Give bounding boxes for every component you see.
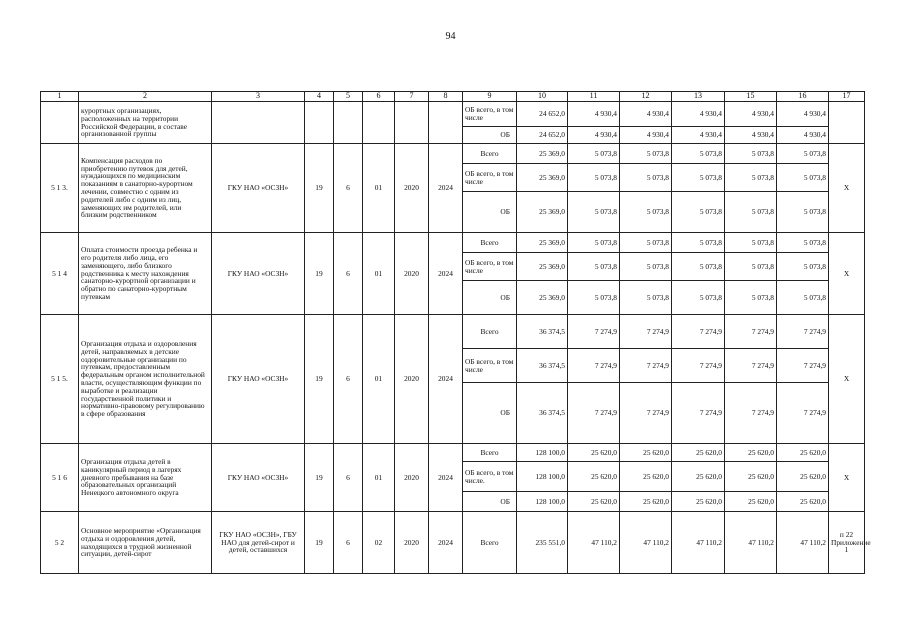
value-cell: 5 073,8 <box>620 233 672 253</box>
value-cell: 7 274,9 <box>672 315 725 349</box>
code-cell: 19 <box>305 444 334 512</box>
funding-source-label: Всего <box>463 444 517 462</box>
value-cell: 25 620,0 <box>672 444 725 462</box>
value-cell: 36 374,5 <box>517 383 568 444</box>
funding-source-label: ОБ <box>463 492 517 512</box>
end-year: 2024 <box>429 512 463 574</box>
value-cell: 5 073,8 <box>620 164 672 192</box>
value-cell: 25 369,0 <box>517 253 568 281</box>
value-cell: 5 073,8 <box>568 192 620 233</box>
value-cell: 5 073,8 <box>777 233 829 253</box>
value-cell: 7 274,9 <box>725 383 777 444</box>
code-cell: 01 <box>363 144 395 233</box>
col-header: 7 <box>395 92 429 102</box>
value-cell: 5 073,8 <box>568 281 620 315</box>
value-cell: 5 073,8 <box>725 144 777 164</box>
funding-source-label: Всего <box>463 233 517 253</box>
value-cell: 5 073,8 <box>672 164 725 192</box>
value-cell: 7 274,9 <box>620 349 672 383</box>
value-cell: 5 073,8 <box>777 192 829 233</box>
note-cell: Х <box>829 233 865 315</box>
row-number: 5 1 3. <box>41 144 79 233</box>
start-year: 2020 <box>395 315 429 444</box>
value-cell: 7 274,9 <box>777 315 829 349</box>
table-row <box>41 444 865 462</box>
col-header: 8 <box>429 92 463 102</box>
value-cell: 7 274,9 <box>620 315 672 349</box>
value-cell: 25 369,0 <box>517 233 568 253</box>
table-row <box>41 233 865 253</box>
value-cell: 5 073,8 <box>620 281 672 315</box>
value-cell: 36 374,5 <box>517 315 568 349</box>
code-cell: 01 <box>363 233 395 315</box>
value-cell: 25 620,0 <box>725 444 777 462</box>
value-cell: 25 620,0 <box>725 492 777 512</box>
row-number: 5 2 <box>41 512 79 574</box>
value-cell: 5 073,8 <box>568 164 620 192</box>
start-year: 2020 <box>395 233 429 315</box>
value-cell: 4 930,4 <box>672 102 725 127</box>
funding-source-label: ОБ <box>463 127 517 144</box>
value-cell: 5 073,8 <box>777 144 829 164</box>
row-description: Оплата стоимости проезда ребенка и его родителя либо лица, его заменяющего, либо близкого родственника к месту нахождения санаторно-курортной организации и обратно по санаторно-курортным путевкам <box>79 233 212 315</box>
row-description: Компенсация расходов по приобретению путевок для детей, нуждающихся по медицинским показаниям в санаторно-курортном лечении, совместно с одним из родителей либо с одним из лиц, заменяющих им родителей, или близким родственником <box>79 144 212 233</box>
value-cell: 25 620,0 <box>620 444 672 462</box>
col-header: 1 <box>41 92 79 102</box>
value-cell: 5 073,8 <box>725 192 777 233</box>
table-row <box>41 102 865 127</box>
start-year: 2020 <box>395 512 429 574</box>
end-year: 2024 <box>429 233 463 315</box>
value-cell: 24 652,0 <box>517 127 568 144</box>
value-cell: 47 110,2 <box>568 512 620 574</box>
value-cell: 4 930,4 <box>568 127 620 144</box>
value-cell: 25 620,0 <box>568 462 620 492</box>
col-header: 12 <box>620 92 672 102</box>
row-executor: ГКУ НАО «ОСЗН», ГБУ НАО для детей-сирот и детей, оставшихся <box>212 512 305 574</box>
col-header: 6 <box>363 92 395 102</box>
col-header: 5 <box>334 92 363 102</box>
funding-source-label: ОБ всего, в том числе <box>463 349 517 383</box>
col-header: 13 <box>672 92 725 102</box>
value-cell: 25 369,0 <box>517 281 568 315</box>
value-cell: 25 369,0 <box>517 164 568 192</box>
value-cell: 5 073,8 <box>568 233 620 253</box>
start-year: 2020 <box>395 144 429 233</box>
value-cell: 36 374,5 <box>517 349 568 383</box>
value-cell: 5 073,8 <box>620 144 672 164</box>
funding-source-label: Всего <box>463 512 517 574</box>
end-year: 2024 <box>429 144 463 233</box>
value-cell: 5 073,8 <box>620 253 672 281</box>
row-number: 5 1 6 <box>41 444 79 512</box>
row-executor <box>212 102 305 144</box>
value-cell: 5 073,8 <box>725 233 777 253</box>
row-description: Основное мероприятие «Организация отдыха и оздоровления детей, находящихся в трудной жизненной ситуации, детей-сирот <box>79 512 212 574</box>
value-cell: 25 620,0 <box>725 462 777 492</box>
end-year: 2024 <box>429 444 463 512</box>
table-row <box>41 144 865 164</box>
value-cell: 25 620,0 <box>777 444 829 462</box>
value-cell: 47 110,2 <box>620 512 672 574</box>
value-cell: 5 073,8 <box>672 253 725 281</box>
col-header: 2 <box>79 92 212 102</box>
row-executor: ГКУ НАО «ОСЗН» <box>212 444 305 512</box>
value-cell: 4 930,4 <box>725 127 777 144</box>
value-cell: 5 073,8 <box>672 144 725 164</box>
value-cell: 5 073,8 <box>568 253 620 281</box>
code-cell: 19 <box>305 315 334 444</box>
value-cell: 25 369,0 <box>517 144 568 164</box>
col-header: 16 <box>777 92 829 102</box>
table-row <box>41 315 865 349</box>
row-executor: ГКУ НАО «ОСЗН» <box>212 144 305 233</box>
value-cell: 4 930,4 <box>620 127 672 144</box>
code-cell: 01 <box>363 315 395 444</box>
value-cell: 7 274,9 <box>672 349 725 383</box>
code-cell: 01 <box>363 444 395 512</box>
value-cell: 128 100,0 <box>517 444 568 462</box>
col-header: 10 <box>517 92 568 102</box>
value-cell: 25 620,0 <box>777 492 829 512</box>
value-cell: 235 551,0 <box>517 512 568 574</box>
value-cell: 24 652,0 <box>517 102 568 127</box>
value-cell: 7 274,9 <box>725 315 777 349</box>
code-cell: 6 <box>334 512 363 574</box>
code-cell: 6 <box>334 144 363 233</box>
col-header: 9 <box>463 92 517 102</box>
value-cell: 7 274,9 <box>777 349 829 383</box>
note-cell: Х <box>829 444 865 512</box>
value-cell: 25 620,0 <box>620 462 672 492</box>
col-header: 15 <box>725 92 777 102</box>
row-description: Организация отдыха и оздоровления детей, направляемых в детские оздоровительные организации по путевкам, предоставленным федеральным органом исполнительной власти, осуществляющим функции по выработке и реализации государственной политики и нормативно-правовому регулированию в сфере образования <box>79 315 212 444</box>
note-cell: п 22 Приложение 1 <box>829 512 865 574</box>
code-cell: 6 <box>334 444 363 512</box>
program-table <box>40 91 871 574</box>
col-header: 17 <box>829 92 865 102</box>
col-header: 4 <box>305 92 334 102</box>
row-description: курортных организациях, расположенных на территории Российской Федерации, в составе организованной группы <box>79 102 212 144</box>
value-cell: 5 073,8 <box>725 253 777 281</box>
value-cell: 4 930,4 <box>777 127 829 144</box>
value-cell: 47 110,2 <box>777 512 829 574</box>
row-executor: ГКУ НАО «ОСЗН» <box>212 315 305 444</box>
value-cell: 128 100,0 <box>517 462 568 492</box>
value-cell: 4 930,4 <box>568 102 620 127</box>
note-cell: Х <box>829 144 865 233</box>
value-cell: 7 274,9 <box>568 383 620 444</box>
value-cell: 25 620,0 <box>777 462 829 492</box>
start-year: 2020 <box>395 444 429 512</box>
code-cell: 6 <box>334 233 363 315</box>
value-cell: 7 274,9 <box>672 383 725 444</box>
funding-source-label: ОБ всего, в том числе <box>463 164 517 192</box>
page-number: 94 <box>445 31 456 42</box>
value-cell: 5 073,8 <box>725 281 777 315</box>
code-cell: 19 <box>305 144 334 233</box>
row-number <box>41 102 79 144</box>
value-cell: 5 073,8 <box>568 144 620 164</box>
value-cell: 5 073,8 <box>777 281 829 315</box>
end-year: 2024 <box>429 315 463 444</box>
value-cell: 7 274,9 <box>620 383 672 444</box>
funding-source-label: ОБ <box>463 383 517 444</box>
funding-source-label: ОБ <box>463 192 517 233</box>
funding-source-label: ОБ всего, в том числе. <box>463 462 517 492</box>
code-cell: 02 <box>363 512 395 574</box>
funding-source-label: Всего <box>463 144 517 164</box>
table-row <box>41 512 865 574</box>
value-cell: 5 073,8 <box>777 164 829 192</box>
row-description: Организация отдыха детей в каникулярный период в лагерях дневного пребывания на базе образовательных организаций Ненецкого автономного округа <box>79 444 212 512</box>
header-row <box>41 92 865 102</box>
row-executor: ГКУ НАО «ОСЗН» <box>212 233 305 315</box>
funding-source-label: Всего <box>463 315 517 349</box>
value-cell: 5 073,8 <box>672 233 725 253</box>
value-cell: 25 620,0 <box>568 492 620 512</box>
value-cell: 4 930,4 <box>672 127 725 144</box>
value-cell: 25 620,0 <box>568 444 620 462</box>
row-number: 5 1 5. <box>41 315 79 444</box>
funding-source-label: ОБ <box>463 281 517 315</box>
value-cell: 25 620,0 <box>672 492 725 512</box>
value-cell: 128 100,0 <box>517 492 568 512</box>
row-number: 5 1 4 <box>41 233 79 315</box>
value-cell: 5 073,8 <box>620 192 672 233</box>
value-cell: 5 073,8 <box>725 164 777 192</box>
value-cell: 47 110,2 <box>725 512 777 574</box>
funding-source-label: ОБ всего, в том числе <box>463 253 517 281</box>
value-cell: 5 073,8 <box>777 253 829 281</box>
value-cell: 5 073,8 <box>672 192 725 233</box>
value-cell: 5 073,8 <box>672 281 725 315</box>
value-cell: 47 110,2 <box>672 512 725 574</box>
col-header: 11 <box>568 92 620 102</box>
funding-source-label: ОБ всего, в том числе <box>463 102 517 127</box>
value-cell: 4 930,4 <box>620 102 672 127</box>
value-cell: 7 274,9 <box>568 315 620 349</box>
col-header: 3 <box>212 92 305 102</box>
value-cell: 25 620,0 <box>620 492 672 512</box>
value-cell: 7 274,9 <box>725 349 777 383</box>
value-cell: 7 274,9 <box>777 383 829 444</box>
value-cell: 4 930,4 <box>725 102 777 127</box>
note-cell <box>829 102 865 144</box>
value-cell: 4 930,4 <box>777 102 829 127</box>
value-cell: 7 274,9 <box>568 349 620 383</box>
value-cell: 25 620,0 <box>672 462 725 492</box>
code-cell: 19 <box>305 512 334 574</box>
note-cell: Х <box>829 315 865 444</box>
code-cell: 6 <box>334 315 363 444</box>
value-cell: 25 369,0 <box>517 192 568 233</box>
code-cell: 19 <box>305 233 334 315</box>
